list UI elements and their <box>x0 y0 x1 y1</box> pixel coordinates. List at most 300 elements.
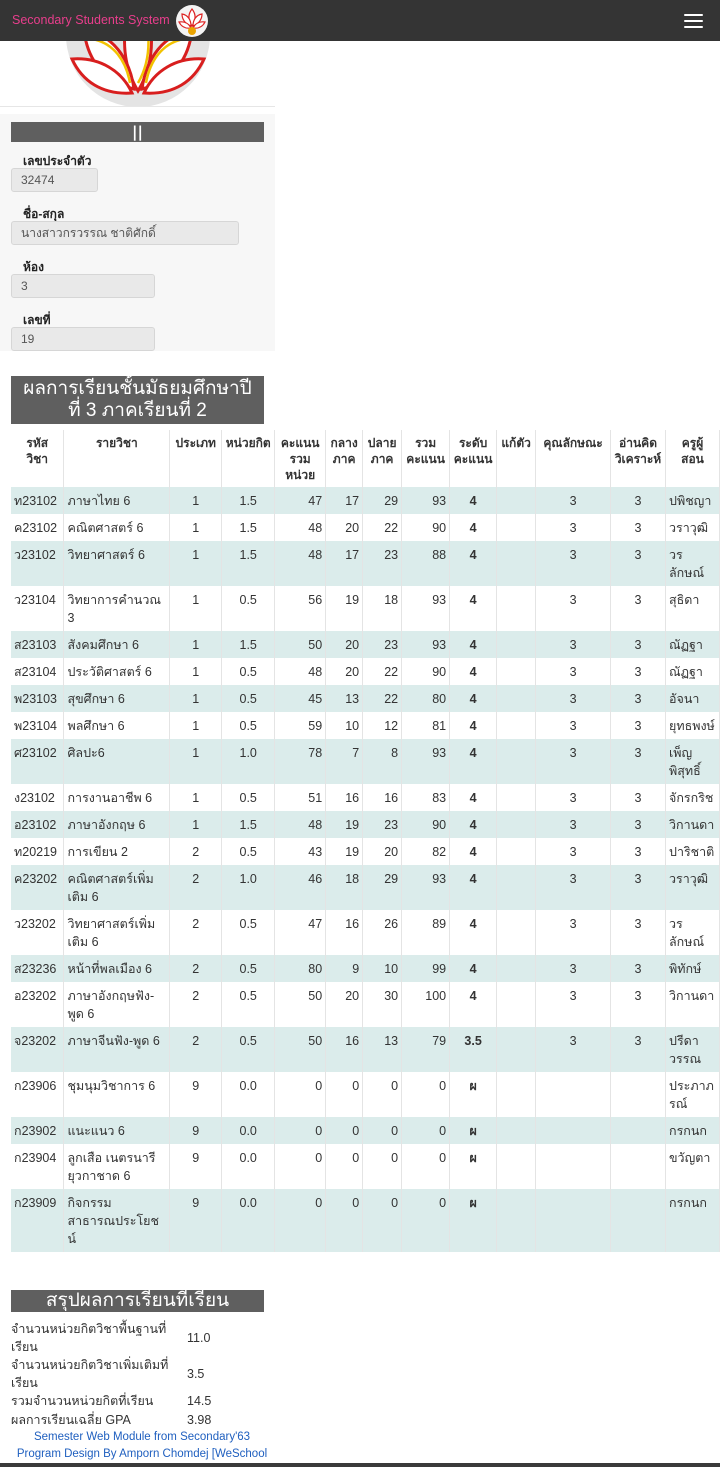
cell-code: พ23103 <box>11 685 64 712</box>
cell-attribute: 3 <box>536 784 611 811</box>
cell-total: 93 <box>402 865 450 910</box>
cell-unit-score: 50 <box>275 631 326 658</box>
cell-retest <box>497 955 536 982</box>
cell-unit-score: 47 <box>275 910 326 955</box>
cell-retest <box>497 1027 536 1072</box>
summary-total-label: รวมจำนวนหน่วยกิตที่เรียน <box>11 1394 154 1408</box>
cell-code: อ23102 <box>11 811 64 838</box>
cell-final: 8 <box>363 739 402 784</box>
cell-subject: กิจกรรมสาธารณประโยชน์ <box>64 1189 170 1252</box>
cell-attribute: 3 <box>536 865 611 910</box>
cell-total: 0 <box>402 1144 450 1189</box>
cell-final: 26 <box>363 910 402 955</box>
cell-reading: 3 <box>611 838 666 865</box>
cell-unit-score: 47 <box>275 487 326 514</box>
cell-attribute: 3 <box>536 739 611 784</box>
cell-teacher: ณัฏฐา <box>666 658 720 685</box>
cell-type: 1 <box>170 514 222 541</box>
cell-attribute: 3 <box>536 685 611 712</box>
cell-subject: วิทยาการคำนวณ 3 <box>64 586 170 631</box>
cell-grade: 4 <box>450 712 497 739</box>
cell-midterm: 20 <box>326 658 363 685</box>
summary-extra-label: จำนวนหน่วยกิตวิชาเพิ่มเติมที่เรียน <box>11 1358 169 1390</box>
table-row <box>11 631 720 658</box>
cell-total: 0 <box>402 1072 450 1117</box>
header-type: ประเภท <box>170 430 222 487</box>
cell-reading: 3 <box>611 865 666 910</box>
cell-total: 88 <box>402 541 450 586</box>
header-midterm: กลาง ภาค <box>326 430 363 487</box>
cell-subject: ภาษาอังกฤษ 6 <box>64 811 170 838</box>
student-id-field[interactable]: 32474 <box>11 168 98 192</box>
cell-midterm: 0 <box>326 1189 363 1252</box>
cell-grade: ผ <box>450 1189 497 1252</box>
cell-teacher: ประภาภรณ์ <box>666 1072 720 1117</box>
cell-attribute <box>536 1117 611 1144</box>
cell-midterm: 16 <box>326 1027 363 1072</box>
number-field[interactable]: 19 <box>11 327 155 351</box>
number-label: เลขที่ <box>23 313 51 327</box>
cell-grade: 4 <box>450 739 497 784</box>
cell-unit-score: 0 <box>275 1117 326 1144</box>
table-body <box>11 487 720 1252</box>
cell-retest <box>497 910 536 955</box>
cell-credit: 1.0 <box>222 865 275 910</box>
cell-total: 93 <box>402 631 450 658</box>
cell-unit-score: 80 <box>275 955 326 982</box>
cell-reading: 3 <box>611 910 666 955</box>
results-title-line2: ที่ 3 ภาคเรียนที่ 2 <box>68 400 207 421</box>
cell-teacher: อัจนา <box>666 685 720 712</box>
summary-gpa-value: 3.98 <box>187 1413 212 1427</box>
cell-type: 1 <box>170 541 222 586</box>
header-subject: รายวิชา <box>64 430 170 487</box>
cell-unit-score: 51 <box>275 784 326 811</box>
cell-subject: การงานอาชีพ 6 <box>64 784 170 811</box>
table-row <box>11 712 720 739</box>
cell-credit: 1.5 <box>222 541 275 586</box>
cell-unit-score: 48 <box>275 541 326 586</box>
cell-attribute: 3 <box>536 1027 611 1072</box>
cell-type: 1 <box>170 685 222 712</box>
header-credit: หน่วยกิต <box>222 430 275 487</box>
cell-teacher: ปาริชาติ <box>666 838 720 865</box>
table-row <box>11 685 720 712</box>
cell-grade: 4 <box>450 955 497 982</box>
table-row <box>11 811 720 838</box>
cell-subject: ภาษาไทย 6 <box>64 487 170 514</box>
cell-subject: วิทยาศาสตร์ 6 <box>64 541 170 586</box>
cell-retest <box>497 784 536 811</box>
cell-reading <box>611 1072 666 1117</box>
cell-final: 29 <box>363 487 402 514</box>
cell-subject: สุขศึกษา 6 <box>64 685 170 712</box>
info-header-bar: || <box>11 122 264 142</box>
cell-attribute <box>536 1072 611 1117</box>
table-row <box>11 1117 720 1144</box>
header-grade: ระดับ คะแนน <box>450 430 497 487</box>
cell-grade: 4 <box>450 865 497 910</box>
cell-final: 20 <box>363 838 402 865</box>
cell-subject: คณิตศาสตร์เพิ่มเติม 6 <box>64 865 170 910</box>
cell-grade: 3.5 <box>450 1027 497 1072</box>
header-total: รวม คะแนน <box>402 430 450 487</box>
cell-total: 81 <box>402 712 450 739</box>
cell-code: ส23104 <box>11 658 64 685</box>
cell-unit-score: 48 <box>275 658 326 685</box>
table-header-row <box>11 430 720 487</box>
summary-total-row <box>11 1392 264 1411</box>
cell-retest <box>497 1117 536 1144</box>
cell-teacher: กรกนก <box>666 1117 720 1144</box>
table-row <box>11 487 720 514</box>
cell-final: 0 <box>363 1117 402 1144</box>
footer-line1[interactable]: Semester Web Module from Secondary'63 <box>33 1431 251 1443</box>
cell-unit-score: 48 <box>275 514 326 541</box>
cell-credit: 0.5 <box>222 784 275 811</box>
cell-attribute: 3 <box>536 982 611 1027</box>
table-row <box>11 658 720 685</box>
header-reading: อ่านคิด วิเคราะห์ <box>611 430 666 487</box>
cell-teacher: กรกนก <box>666 1189 720 1252</box>
cell-type: 1 <box>170 712 222 739</box>
cell-type: 2 <box>170 910 222 955</box>
cell-code: ค23102 <box>11 514 64 541</box>
cell-retest <box>497 1189 536 1252</box>
table-row <box>11 910 720 955</box>
cell-total: 93 <box>402 739 450 784</box>
summary-gpa-row <box>11 1411 264 1429</box>
cell-grade: ผ <box>450 1072 497 1117</box>
cell-credit: 0.5 <box>222 910 275 955</box>
cell-type: 9 <box>170 1072 222 1117</box>
table-row <box>11 784 720 811</box>
cell-type: 2 <box>170 838 222 865</box>
cell-reading: 3 <box>611 1027 666 1072</box>
cell-midterm: 0 <box>326 1144 363 1189</box>
summary-basic-row <box>11 1320 264 1356</box>
cell-total: 90 <box>402 811 450 838</box>
student-id-label: เลขประจำตัว <box>23 154 92 168</box>
summary-panel <box>11 1320 264 1429</box>
cell-total: 83 <box>402 784 450 811</box>
cell-total: 90 <box>402 514 450 541</box>
cell-teacher: วราวุฒิ <box>666 514 720 541</box>
summary-gpa-label: ผลการเรียนเฉลี่ย GPA <box>11 1413 131 1427</box>
cell-grade: 4 <box>450 784 497 811</box>
cell-grade: ผ <box>450 1144 497 1189</box>
cell-code: ก23906 <box>11 1072 64 1117</box>
cell-retest <box>497 1144 536 1189</box>
cell-type: 1 <box>170 811 222 838</box>
cell-subject: ประวัติศาสตร์ 6 <box>64 658 170 685</box>
lotus-emblem-icon <box>64 41 212 107</box>
cell-reading: 3 <box>611 541 666 586</box>
cell-grade: 4 <box>450 685 497 712</box>
cell-final: 10 <box>363 955 402 982</box>
cell-midterm: 7 <box>326 739 363 784</box>
cell-teacher: วิกานดา <box>666 811 720 838</box>
cell-retest <box>497 658 536 685</box>
cell-credit: 0.0 <box>222 1072 275 1117</box>
summary-extra-row <box>11 1356 264 1392</box>
cell-final: 29 <box>363 865 402 910</box>
cell-retest <box>497 487 536 514</box>
cell-code: อ23202 <box>11 982 64 1027</box>
cell-unit-score: 59 <box>275 712 326 739</box>
cell-code: ก23902 <box>11 1117 64 1144</box>
cell-grade: 4 <box>450 658 497 685</box>
header-attribute: คุณลักษณะ <box>536 430 611 487</box>
cell-type: 1 <box>170 487 222 514</box>
cell-midterm: 19 <box>326 811 363 838</box>
cell-subject: ภาษาอังกฤษฟัง-พูด 6 <box>64 982 170 1027</box>
results-title <box>11 376 264 424</box>
cell-retest <box>497 514 536 541</box>
cell-credit: 0.0 <box>222 1189 275 1252</box>
cell-midterm: 20 <box>326 982 363 1027</box>
header-retest: แก้ตัว <box>497 430 536 487</box>
cell-teacher: ปพิชญา <box>666 487 720 514</box>
room-field[interactable]: 3 <box>11 274 155 298</box>
header-teacher: ครูผู้ สอน <box>666 430 720 487</box>
cell-credit: 0.5 <box>222 658 275 685</box>
cell-final: 16 <box>363 784 402 811</box>
cell-retest <box>497 838 536 865</box>
table-row <box>11 514 720 541</box>
cell-subject: สังคมศึกษา 6 <box>64 631 170 658</box>
cell-midterm: 13 <box>326 685 363 712</box>
cell-final: 23 <box>363 541 402 586</box>
cell-code: ว23102 <box>11 541 64 586</box>
cell-total: 93 <box>402 487 450 514</box>
cell-attribute: 3 <box>536 487 611 514</box>
cell-credit: 1.5 <box>222 631 275 658</box>
cell-grade: 4 <box>450 982 497 1027</box>
cell-unit-score: 45 <box>275 685 326 712</box>
cell-subject: การเขียน 2 <box>64 838 170 865</box>
cell-credit: 0.5 <box>222 838 275 865</box>
summary-basic-label: จำนวนหน่วยกิตวิชาพื้นฐานที่เรียน <box>11 1322 167 1354</box>
student-name-label: ชื่อ-สกุล <box>23 207 65 221</box>
cell-reading <box>611 1117 666 1144</box>
cell-code: ก23909 <box>11 1189 64 1252</box>
cell-midterm: 9 <box>326 955 363 982</box>
cell-type: 9 <box>170 1144 222 1189</box>
brand-title[interactable]: Secondary Students System <box>12 13 170 27</box>
cell-grade: 4 <box>450 487 497 514</box>
cell-type: 9 <box>170 1117 222 1144</box>
cell-unit-score: 56 <box>275 586 326 631</box>
cell-unit-score: 0 <box>275 1189 326 1252</box>
cell-final: 0 <box>363 1189 402 1252</box>
cell-unit-score: 0 <box>275 1072 326 1117</box>
header-unit-score: คะแนน รวม หน่วย <box>275 430 326 487</box>
cell-unit-score: 43 <box>275 838 326 865</box>
cell-reading: 3 <box>611 712 666 739</box>
cell-teacher: ณัฏฐา <box>666 631 720 658</box>
summary-basic-value: 11.0 <box>187 1331 211 1345</box>
cell-retest <box>497 685 536 712</box>
header-final: ปลาย ภาค <box>363 430 402 487</box>
table-row <box>11 982 720 1027</box>
cell-subject: คณิตศาสตร์ 6 <box>64 514 170 541</box>
cell-attribute: 3 <box>536 955 611 982</box>
cell-midterm: 17 <box>326 541 363 586</box>
cell-type: 1 <box>170 631 222 658</box>
cell-credit: 1.0 <box>222 739 275 784</box>
summary-total-value: 14.5 <box>187 1394 212 1408</box>
cell-total: 93 <box>402 586 450 631</box>
cell-attribute: 3 <box>536 631 611 658</box>
cell-reading <box>611 1144 666 1189</box>
cell-attribute: 3 <box>536 658 611 685</box>
cell-attribute: 3 <box>536 712 611 739</box>
cell-total: 90 <box>402 658 450 685</box>
cell-subject: วิทยาศาสตร์เพิ่มเติม 6 <box>64 910 170 955</box>
cell-final: 22 <box>363 514 402 541</box>
cell-teacher: ปรีดาวรรณ <box>666 1027 720 1072</box>
cell-final: 12 <box>363 712 402 739</box>
cell-reading: 3 <box>611 811 666 838</box>
cell-credit: 0.5 <box>222 955 275 982</box>
cell-teacher: ยุทธพงษ์ <box>666 712 720 739</box>
cell-grade: 4 <box>450 910 497 955</box>
footer-line2[interactable]: Program Design By Amporn Chomdej [WeSchool <box>16 1448 268 1460</box>
table-row <box>11 1189 720 1252</box>
cell-retest <box>497 739 536 784</box>
cell-grade: 4 <box>450 811 497 838</box>
cell-code: พ23104 <box>11 712 64 739</box>
cell-midterm: 0 <box>326 1072 363 1117</box>
cell-type: 2 <box>170 865 222 910</box>
cell-reading: 3 <box>611 631 666 658</box>
cell-teacher: วรลักษณ์ <box>666 541 720 586</box>
cell-grade: 4 <box>450 514 497 541</box>
cell-code: ท20219 <box>11 838 64 865</box>
cell-reading: 3 <box>611 739 666 784</box>
cell-subject: พลศึกษา 6 <box>64 712 170 739</box>
cell-midterm: 10 <box>326 712 363 739</box>
cell-grade: ผ <box>450 1117 497 1144</box>
cell-subject: ชุมนุมวิชาการ 6 <box>64 1072 170 1117</box>
cell-grade: 4 <box>450 631 497 658</box>
cell-reading: 3 <box>611 982 666 1027</box>
table-row <box>11 1072 720 1117</box>
cell-credit: 0.5 <box>222 685 275 712</box>
cell-reading: 3 <box>611 487 666 514</box>
cell-teacher: พิทักษ์ <box>666 955 720 982</box>
cell-subject: แนะแนว 6 <box>64 1117 170 1144</box>
cell-retest <box>497 811 536 838</box>
cell-attribute: 3 <box>536 586 611 631</box>
cell-reading: 3 <box>611 586 666 631</box>
cell-final: 22 <box>363 658 402 685</box>
cell-credit: 0.5 <box>222 712 275 739</box>
table-row <box>11 955 720 982</box>
cell-type: 1 <box>170 586 222 631</box>
cell-credit: 0.5 <box>222 982 275 1027</box>
cell-unit-score: 50 <box>275 982 326 1027</box>
cell-attribute: 3 <box>536 910 611 955</box>
table-row <box>11 586 720 631</box>
cell-final: 0 <box>363 1072 402 1117</box>
cell-teacher: วิกานดา <box>666 982 720 1027</box>
header-code: รหัส วิชา <box>11 430 64 487</box>
cell-total: 80 <box>402 685 450 712</box>
room-label: ห้อง <box>23 260 44 274</box>
cell-final: 0 <box>363 1144 402 1189</box>
cell-code: ท23102 <box>11 487 64 514</box>
cell-final: 23 <box>363 811 402 838</box>
cell-type: 2 <box>170 955 222 982</box>
cell-subject: ภาษาจีนฟัง-พูด 6 <box>64 1027 170 1072</box>
cell-grade: 4 <box>450 838 497 865</box>
student-name-field[interactable]: นางสาวกรวรรณ ชาติศักดิ์ <box>11 221 239 245</box>
cell-credit: 1.5 <box>222 811 275 838</box>
cell-retest <box>497 712 536 739</box>
cell-total: 100 <box>402 982 450 1027</box>
table-row <box>11 1144 720 1189</box>
cell-total: 89 <box>402 910 450 955</box>
cell-subject: ลูกเสือ เนตรนารียุวกาชาด 6 <box>64 1144 170 1189</box>
cell-type: 1 <box>170 784 222 811</box>
table-row <box>11 865 720 910</box>
cell-attribute <box>536 1144 611 1189</box>
cell-subject: หน้าที่พลเมือง 6 <box>64 955 170 982</box>
cell-attribute: 3 <box>536 514 611 541</box>
table-row <box>11 838 720 865</box>
cell-retest <box>497 631 536 658</box>
cell-code: ศ23102 <box>11 739 64 784</box>
cell-code: ค23202 <box>11 865 64 910</box>
cell-total: 79 <box>402 1027 450 1072</box>
menu-toggle-icon[interactable] <box>684 14 703 28</box>
cell-total: 0 <box>402 1189 450 1252</box>
lotus-logo-icon <box>174 4 210 38</box>
cell-type: 2 <box>170 1027 222 1072</box>
cell-reading: 3 <box>611 955 666 982</box>
results-title-line1: ผลการเรียนชั้นมัธยมศึกษาปี <box>23 378 252 399</box>
cell-credit: 1.5 <box>222 487 275 514</box>
cell-midterm: 16 <box>326 910 363 955</box>
cell-retest <box>497 1072 536 1117</box>
cell-unit-score: 46 <box>275 865 326 910</box>
cell-teacher: วรลักษณ์ <box>666 910 720 955</box>
cell-code: ก23904 <box>11 1144 64 1189</box>
cell-final: 22 <box>363 685 402 712</box>
cell-credit: 0.5 <box>222 1027 275 1072</box>
table-row <box>11 739 720 784</box>
cell-attribute: 3 <box>536 838 611 865</box>
cell-type: 1 <box>170 739 222 784</box>
cell-credit: 0.5 <box>222 586 275 631</box>
cell-retest <box>497 982 536 1027</box>
cell-final: 13 <box>363 1027 402 1072</box>
cell-attribute <box>536 1189 611 1252</box>
top-navbar <box>0 0 720 41</box>
cell-attribute: 3 <box>536 541 611 586</box>
cell-reading: 3 <box>611 658 666 685</box>
cell-retest <box>497 541 536 586</box>
cell-midterm: 19 <box>326 838 363 865</box>
cell-reading: 3 <box>611 685 666 712</box>
cell-reading: 3 <box>611 514 666 541</box>
cell-retest <box>497 865 536 910</box>
cell-midterm: 20 <box>326 514 363 541</box>
cell-code: ส23103 <box>11 631 64 658</box>
summary-title: สรุปผลการเรียนที่เรียน <box>11 1290 264 1312</box>
